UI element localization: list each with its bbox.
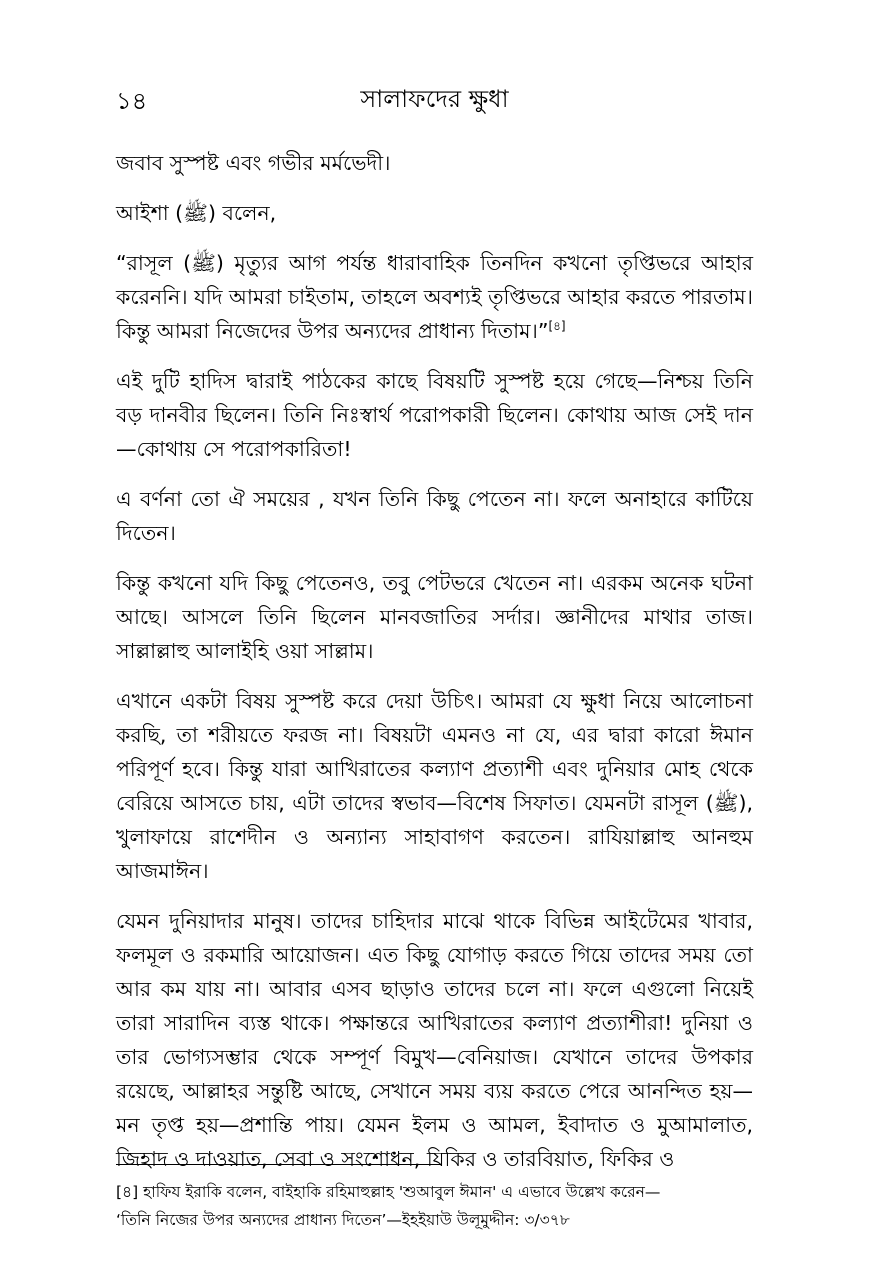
paragraph-6: কিন্তু কখনো যদি কিছু পেতেনও, তবু পেটভরে খেতেন না। এরকম অনেক ঘটনা আছে। আসলে তিনি ছিলেন মানবজাতির সর্দার। জ্ঞানীদের মাথার তাজ। সাল্লাল্লাহু আলাইহি ওয়া সাল্লাম। [116, 571, 753, 663]
footnote-reference[interactable]: [৪] [548, 319, 566, 334]
paragraph-1: জবাব সুস্পষ্ট এবং গভীর মর্মভেদী। [116, 151, 391, 175]
footnote-line-2: ‘তিনি নিজের উপর অন্যদের প্রাধান্য দিতেন’—ইহইয়াউ উলূমুদ্দীন: ৩/৩৭৮ [116, 1211, 570, 1229]
paragraph-8: যেমন দুনিয়াদার মানুষ। তাদের চাহিদার মাঝে থাকে বিভিন্ন আইটেমের খাবার, ফলমূল ও রকমারি আয়োজন। এত কিছু যোগাড় করতে গিয়ে তাদের সময় তো আর কম যায় না। আবার এসব ছাড়াও তাদের চলে না। ফলে এগুলো নিয়েই তারা সারাদিন ব্যস্ত থাকে। পক্ষান্তরে আখিরাতের কল্যাণ প্রত্যাশীরা! দুনিয়া ও তার ভোগ্যসম্ভার থেকে সম্পূর্ণ বিমুখ—বেনিয়াজ। যেখানে তাদের উপকার রয়েছে, আল্লাহর সন্তুষ্টি আছে, সেখানে সময় ব্যয় করতে পেরে আনন্দিত হয়—মন তৃপ্ত হয়—প্রশান্তি পায়। যেমন ইলম ও আমল, ইবাদাত ও মুআমালাত, জিহাদ ও দাওয়াত, সেবা ও সংশোধন, যিকির ও তারবিয়াত, ফিকির ও [116, 909, 753, 1171]
footnote [116, 1178, 756, 1234]
running-title: সালাফদের ক্ষুধা [360, 85, 509, 113]
footnote-divider [116, 1164, 442, 1165]
paragraph-2: আইশা (ﷺ) বলেন, [116, 201, 277, 225]
paragraph-3-quote [116, 246, 753, 348]
paragraph-7: এখানে একটা বিষয় সুস্পষ্ট করে দেয়া উচিৎ। আমরা যে ক্ষুধা নিয়ে আলোচনা করছি, তা শরীয়তে ফরজ না। বিষয়টা এমনও না যে, এর দ্বারা কারো ঈমান পরিপূর্ণ হবে। কিন্তু যারা আখিরাতের কল্যাণ প্রত্যাশী এবং দুনিয়ার মোহ থেকে বেরিয়ে আসতে চায়, এটা তাদের স্বভাব—বিশেষ সিফাত। যেমনটা রাসূল (ﷺ), খুলাফায়ে রাশেদীন ও অন্যান্য সাহাবাগণ করতেন। রাযিয়াল্লাহু আনহুম আজমাঈন। [116, 689, 753, 883]
quote-text: “রাসূল (ﷺ) মৃত্যুর আগ পর্যন্ত ধারাবাহিক তিনদিন কখনো তৃপ্তিভরে আহার করেননি। যদি আমরা চাইতাম, তাহলে অবশ্যই তৃপ্তিভরে আহার করতে পারতাম। কিন্তু আমরা নিজেদের উপর অন্যদের প্রাধান্য দিতাম।” [116, 251, 753, 343]
body-text [116, 146, 753, 1192]
paragraph-4: এই দুটি হাদিস দ্বারাই পাঠকের কাছে বিষয়টি সুস্পষ্ট হয়ে গেছে—নিশ্চয় তিনি বড় দানবীর ছিলেন। তিনি নিঃস্বার্থ পরোপকারী ছিলেন। কোথায় আজ সেই দান—কোথায় সে পরোপকারিতা! [116, 369, 753, 461]
page-number: ১৪ [116, 87, 148, 115]
footnote-line-1: [৪] হাফিয ইরাকি বলেন, বাইহাকি রহিমাহুল্লাহ 'শুআবুল ঈমান' এ এভাবে উল্লেখ করেন— [116, 1183, 661, 1201]
paragraph-5: এ বর্ণনা তো ঐ সময়ের , যখন তিনি কিছু পেতেন না। ফলে অনাহারে কাটিয়ে দিতেন। [116, 487, 753, 545]
